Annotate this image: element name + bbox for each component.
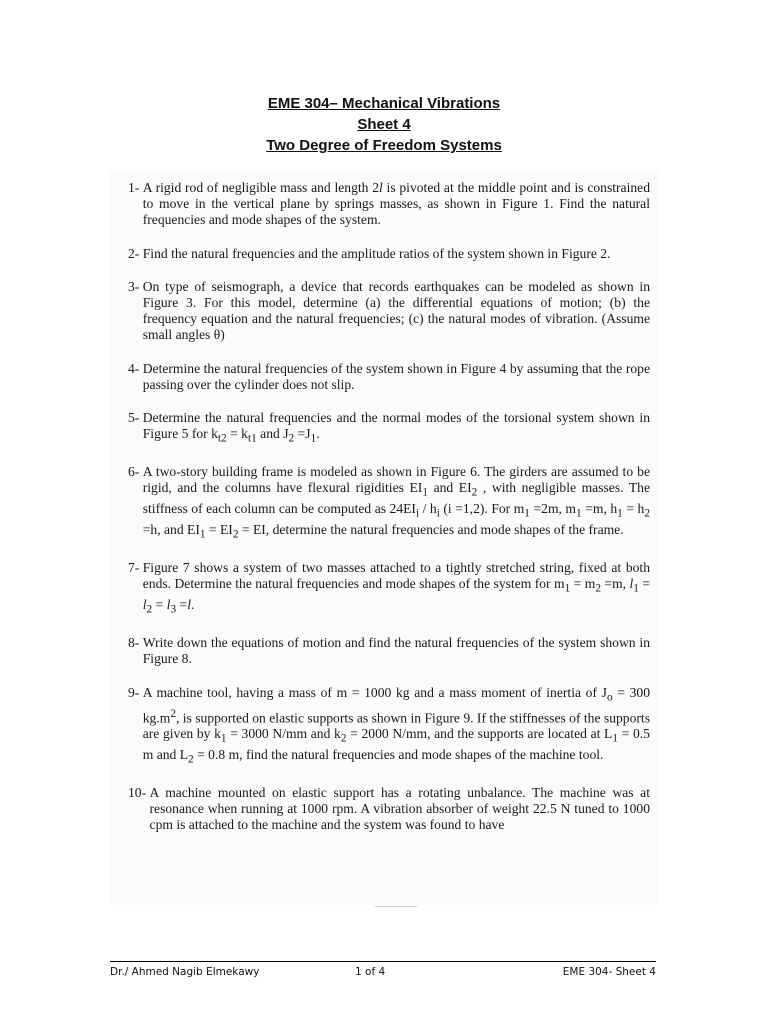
topic-title: Two Degree of Freedom Systems: [266, 137, 502, 154]
problem-number: 6-: [128, 464, 143, 480]
problem-item: [128, 464, 650, 543]
problem-item: [128, 180, 650, 229]
problem-number: 7-: [128, 560, 143, 576]
problem-text: Determine the natural frequencies of the system shown in Figure 4 by assuming that the rope passing over the cylinder does not slip.: [142, 360, 650, 392]
problem-text: Find the natural frequencies and the amplitude ratios of the system shown in Figure 2.: [142, 245, 611, 261]
footer-divider: [110, 961, 656, 962]
problem-text: A machine mounted on elastic support has a rotating unbalance. The machine was at resonance when running at 1000 rpm. A vibration absorber of weight 22.5 N tuned to 1000 cpm is attached to the machine and the system was found to have: [149, 785, 650, 833]
problem-item: [128, 560, 650, 618]
problem-number: 9-: [128, 684, 143, 700]
problem-text: A machine tool, having a mass of m = 1000 kg and a mass moment of inertia of $J_o = 300$ $kg.m^2$, is supported on elastic supports as shown in Figure 9. If the stiffnesses of the supports are given by $k_1 = 3000$ N/mm and $k_2 = 2000$ N/mm, and the supports are located at $L_1 = 0.5$ m and $L_2 = 0.8$ m, find the natural frequencies and mode shapes of the machine tool.: [142, 684, 651, 766]
problem-number: 10-: [128, 785, 150, 801]
problem-number: 5-: [128, 410, 143, 426]
problem-number: 4-: [128, 360, 143, 376]
problem-item: [128, 785, 650, 834]
problem-list: [128, 180, 650, 834]
problem-text: Figure 7 shows a system of two masses attached to a tightly stretched string, fixed at both ends. Determine the natural frequencies and mode shapes of the system for $m_1 = m_2 =m$, $l_1 = l_2 = l_3 =l$.: [142, 560, 650, 616]
problem-item: [128, 279, 650, 344]
problem-text: A rigid rod of negligible mass and length 2l is pivoted at the middle point and is constrained to move in the vertical plane by springs masses, as shown in Figure 1. Find the natural frequencies and mode shapes of the system.: [142, 180, 650, 228]
course-title: EME 304– Mechanical Vibrations: [267, 95, 501, 112]
scan-artifact: [375, 906, 417, 907]
problem-item: [128, 361, 650, 393]
problem-text: A two-story building frame is modeled as shown in Figure 6. The girders are assumed to be rigid, and the columns have flexural rigidities $EI_1$ and $EI_2$ , with negligible masses. The stiffness of each column can be computed as $24EI_i / h_i$ (i =1,2). For $m_1 =2m$, $m_1 =m$, $h_1 = h_2 =h$, and $EI_1 = EI_2$ = EI, determine the natural frequencies and mode shapes of the frame.: [142, 464, 650, 541]
footer-page-number: 1 of 4: [355, 966, 386, 978]
problem-item: [128, 246, 650, 262]
sheet-title: Sheet 4: [357, 116, 411, 133]
problem-text: Determine the natural frequencies and the normal modes of the torsional system shown in Figure 5 for $k_{t2} = k_{t1}$ and $J_2 =J_1$.: [142, 410, 650, 445]
problem-item: [128, 410, 650, 447]
problem-number: 2-: [128, 245, 143, 261]
problem-number: 1-: [128, 180, 143, 195]
problem-number: 8-: [128, 635, 143, 651]
problem-text: Write down the equations of motion and find the natural frequencies of the system shown in Figure 8.: [142, 635, 650, 667]
problem-item: [128, 685, 650, 769]
document-header: [0, 93, 768, 156]
footer-sheet-label: EME 304- Sheet 4: [562, 966, 656, 978]
problem-number: 3-: [128, 278, 143, 294]
problem-text: On type of seismograph, a device that records earthquakes can be modeled as shown in Figure 3. For this model, determine (a) the differential equations of motion; (b) the frequency equation and the natural frequencies; (c) the natural modes of vibration. (Assume small angles θ): [142, 278, 650, 343]
footer-author: Dr./ Ahmed Nagib Elmekawy: [110, 966, 260, 978]
problem-item: [128, 635, 650, 667]
